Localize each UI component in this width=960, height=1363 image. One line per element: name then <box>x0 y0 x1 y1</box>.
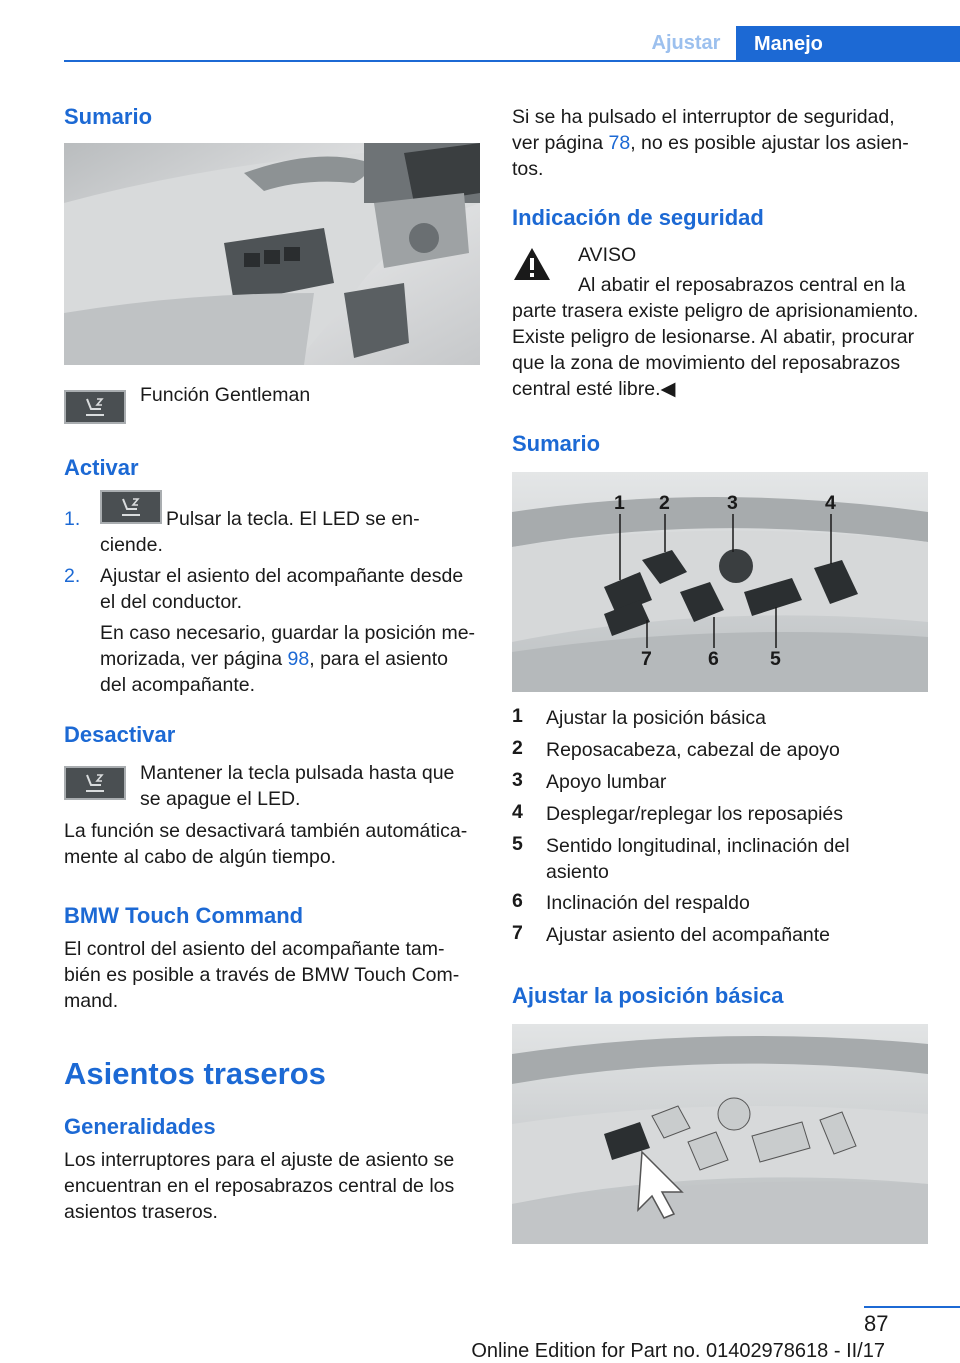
legend-text-7: Ajustar asiento del acompañante <box>546 924 831 946</box>
auto-off-line1: La función se desactivará también automática- <box>64 820 468 842</box>
footer-edition: Online Edition for Part no. 01402978618 - II/17 <box>471 1340 885 1362</box>
gentleman-label: Función Gentleman <box>140 384 311 406</box>
legend-num-4: 4 <box>512 801 523 823</box>
legend-text-3: Apoyo lumbar <box>546 771 667 793</box>
callout-7: 7 <box>641 648 652 670</box>
activar-num-1: 1. <box>64 508 81 530</box>
gentleman-key-icon <box>64 766 126 800</box>
legend-text-4: Desplegar/replegar los reposapiés <box>546 803 844 825</box>
activar-item-1-line1: Pulsar la tecla. El LED se en- <box>166 508 420 530</box>
header-rule <box>64 60 960 62</box>
desactivar-line2: se apague el LED. <box>140 788 301 810</box>
activar-heading: Activar <box>64 455 139 480</box>
callout-6: 6 <box>708 648 719 670</box>
safety-heading: Indicación de seguridad <box>512 205 764 230</box>
callout-2: 2 <box>659 492 670 514</box>
activar-note-line3: del acompañante. <box>100 674 256 696</box>
legend-text-1: Ajustar la posición básica <box>546 707 767 729</box>
sumario-heading-right: Sumario <box>512 431 601 456</box>
warning-line4: que la zona de movimiento del reposabrazos <box>512 352 901 374</box>
sumario-heading-left: Sumario <box>64 104 153 129</box>
callout-3: 3 <box>727 492 738 514</box>
page-link-78[interactable]: 78 <box>608 132 631 154</box>
activar-note-line1: En caso necesario, guardar la posición me- <box>100 622 476 644</box>
desactivar-line1: Mantener la tecla pulsada hasta que <box>140 762 455 784</box>
gentleman-key-icon <box>100 490 162 524</box>
legend-num-7: 7 <box>512 922 523 944</box>
desactivar-heading: Desactivar <box>64 722 176 747</box>
intro-line2: ver página 78, no es posible ajustar los asien- <box>512 132 909 154</box>
callout-5: 5 <box>770 648 781 670</box>
legend-num-3: 3 <box>512 769 523 791</box>
tab-manejo[interactable]: Manejo <box>736 26 960 62</box>
auto-off-line2: mente al cabo de algún tiempo. <box>64 846 337 868</box>
callout-1: 1 <box>614 492 625 514</box>
warning-line1: Al abatir el reposabrazos central en la <box>578 274 906 296</box>
warning-triangle-icon <box>512 246 552 282</box>
intro-line1: Si se ha pulsado el interruptor de seguridad, <box>512 106 895 128</box>
basic-position-photo <box>512 1024 928 1244</box>
activar-num-2: 2. <box>64 565 81 587</box>
aviso-label: AVISO <box>578 244 637 266</box>
touch-line2: bién es posible a través de BMW Touch Com- <box>64 964 460 986</box>
legend-num-6: 6 <box>512 890 523 912</box>
warning-line2: parte trasera existe peligro de aprisionamiento. <box>512 300 919 322</box>
touch-command-heading: BMW Touch Command <box>64 903 304 928</box>
activar-note-line2: morizada, ver página 98, para el asiento <box>100 648 448 670</box>
page-link-98[interactable]: 98 <box>287 648 310 670</box>
general-line1: Los interruptores para el ajuste de asiento se <box>64 1149 455 1171</box>
legend-num-2: 2 <box>512 737 523 759</box>
page-number: 87 <box>864 1311 889 1336</box>
door-panel-photo <box>64 143 480 365</box>
legend-num-1: 1 <box>512 705 523 727</box>
activar-item-1-line2: ciende. <box>100 534 163 556</box>
touch-line3: mand. <box>64 990 119 1012</box>
legend-text-5b: asiento <box>546 861 609 883</box>
footer-rule <box>864 1306 960 1308</box>
activar-item-2-line2: el del conductor. <box>100 591 243 613</box>
seat-controls-photo <box>512 472 928 692</box>
basic-position-heading: Ajustar la posición básica <box>512 983 784 1008</box>
activar-item-2-line1: Ajustar el asiento del acompañante desde <box>100 565 464 587</box>
rear-seats-heading: Asientos traseros <box>64 1056 326 1091</box>
general-line2: encuentran en el reposabrazos central de los <box>64 1175 455 1197</box>
callout-lines <box>512 472 928 692</box>
touch-line1: El control del asiento del acompañante tam- <box>64 938 445 960</box>
legend-text-5: Sentido longitudinal, inclinación del <box>546 835 850 857</box>
generalidades-heading: Generalidades <box>64 1114 216 1139</box>
general-line3: asientos traseros. <box>64 1201 218 1223</box>
tab-ajustar[interactable]: Ajustar <box>651 31 721 54</box>
legend-text-2: Reposacabeza, cabezal de apoyo <box>546 739 840 761</box>
intro-line3: tos. <box>512 158 544 180</box>
warning-line3: Existe peligro de lesionarse. Al abatir, procurar <box>512 326 915 348</box>
warning-line5: central esté libre.◀ <box>512 378 676 400</box>
legend-num-5: 5 <box>512 833 523 855</box>
callout-4: 4 <box>825 492 836 514</box>
legend-text-6: Inclinación del respaldo <box>546 892 750 914</box>
gentleman-key-icon <box>64 390 126 424</box>
